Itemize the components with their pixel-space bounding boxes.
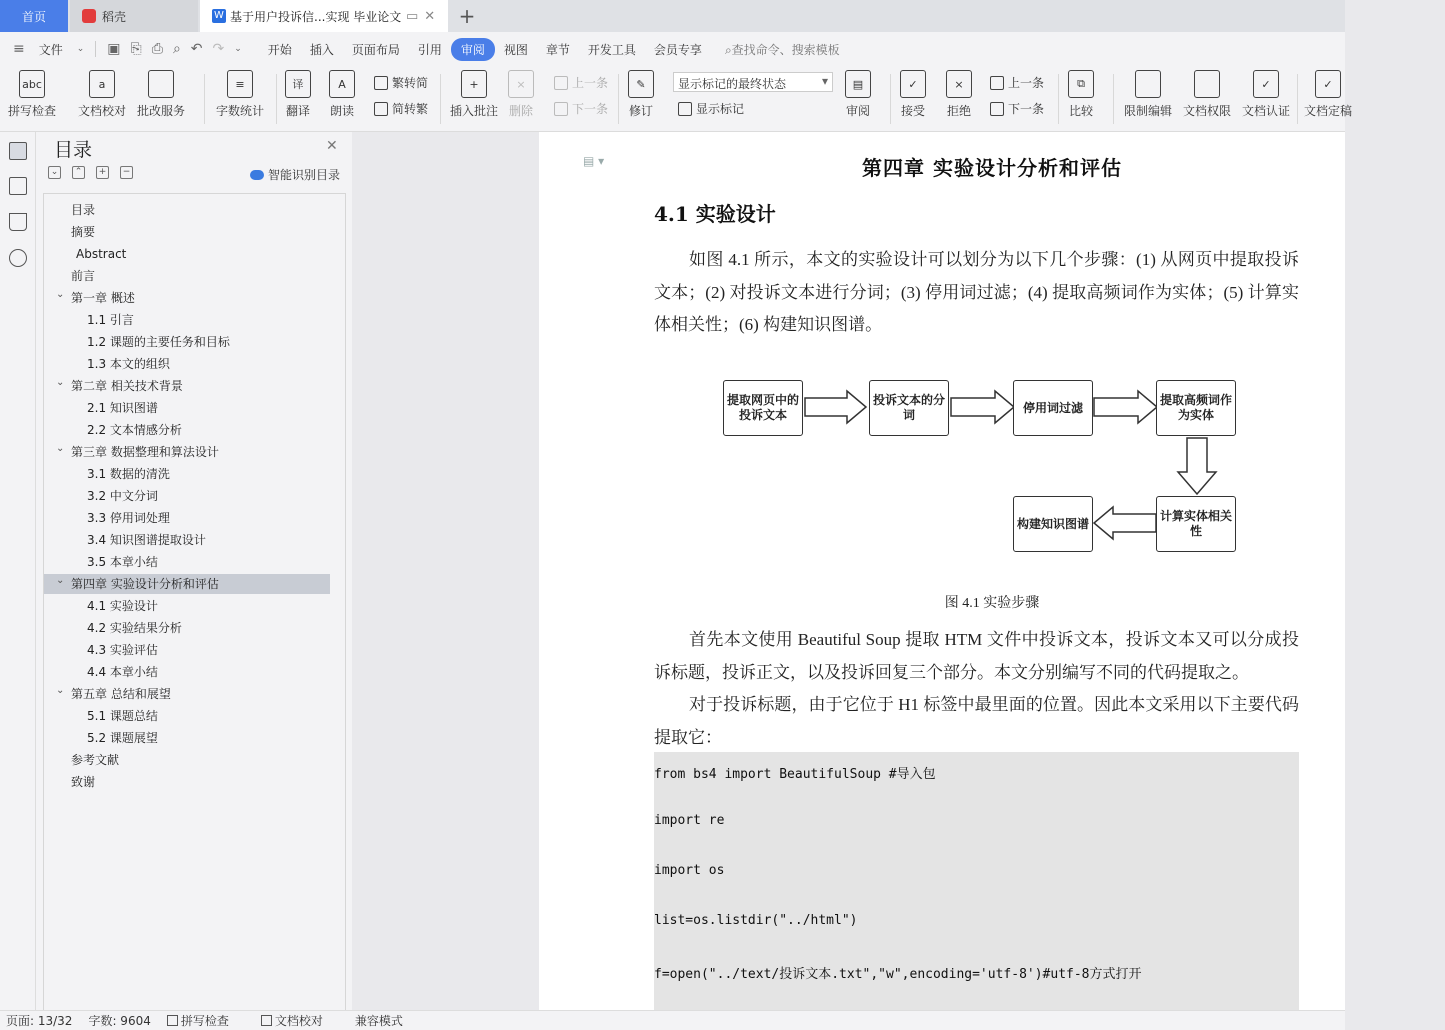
- toc-item[interactable]: [44, 772, 330, 792]
- remove-level-icon[interactable]: −: [120, 166, 133, 179]
- toc-item-label: 5.1 课题总结: [87, 709, 158, 723]
- toc-item-label: 参考文献: [71, 753, 120, 767]
- toc-panel-icon[interactable]: [9, 142, 27, 160]
- close-icon[interactable]: ✕: [424, 8, 436, 24]
- review-pane-label: 审阅: [845, 104, 870, 118]
- bookmark-icon[interactable]: [9, 213, 27, 231]
- new-tab-button[interactable]: +: [458, 4, 476, 28]
- lock-icon: [1135, 70, 1161, 98]
- next-icon: [554, 102, 568, 116]
- revise-icon: ✎: [628, 70, 654, 98]
- trad-to-simp-button[interactable]: [374, 74, 428, 91]
- toc-item[interactable]: [44, 354, 330, 374]
- smart-toc-icon: [250, 170, 264, 180]
- accept-icon: ✓: [900, 70, 926, 98]
- review-toolbar: [0, 66, 1353, 132]
- toc-controls: [48, 166, 144, 179]
- menu-view[interactable]: 视图: [503, 42, 528, 57]
- preview-icon[interactable]: ⌕: [172, 41, 181, 57]
- toc-item[interactable]: [44, 200, 330, 220]
- certify-icon: ✓: [1253, 70, 1279, 98]
- permission-icon: [1194, 70, 1220, 98]
- separator: [618, 74, 619, 124]
- search-icon: ⌕: [724, 42, 732, 57]
- menu-devtools[interactable]: 开发工具: [587, 42, 636, 57]
- trad-to-simp-label: 繁转简: [392, 76, 429, 90]
- simp-trad-icon: [374, 102, 388, 116]
- translate-button[interactable]: [285, 70, 311, 119]
- arrow-right: [805, 391, 866, 423]
- toc-item[interactable]: [44, 640, 330, 660]
- expand-all-icon[interactable]: ⌄: [48, 166, 61, 179]
- spellcheck-icon: abc: [19, 70, 45, 98]
- toc-panel: [36, 132, 352, 1010]
- menu-start[interactable]: 开始: [267, 42, 292, 57]
- doc-finalize-label: 文档定稿: [1304, 104, 1353, 118]
- translate-icon: 译: [285, 70, 311, 98]
- proof-status[interactable]: [261, 1012, 339, 1029]
- toc-item[interactable]: [44, 508, 330, 528]
- code-line: list=os.listdir("../html"): [654, 913, 858, 928]
- menu-reference[interactable]: 引用: [417, 42, 442, 57]
- toc-item[interactable]: [44, 288, 330, 308]
- compare-label: 比较: [1068, 104, 1093, 118]
- chevron-down-icon[interactable]: ⌄: [76, 44, 85, 54]
- toc-item-label: 5.2 课题展望: [87, 731, 158, 745]
- spellcheck-status-label: 拼写检查: [180, 1014, 229, 1028]
- markup-state-value: 显示标记的最终状态: [678, 77, 787, 91]
- document-page[interactable]: [539, 132, 1345, 1010]
- insert-comment-button[interactable]: [450, 70, 498, 119]
- figure-caption: 图 4.1 实验步骤: [944, 596, 1040, 611]
- restrict-edit-label: 限制编辑: [1124, 104, 1173, 118]
- toc-item-label: 4.4 本章小结: [87, 665, 158, 679]
- doc-permission-label: 文档权限: [1183, 104, 1232, 118]
- doc-permission-button[interactable]: [1183, 70, 1231, 119]
- collapse-all-icon[interactable]: ⌃: [72, 166, 85, 179]
- writer-logo-icon: W: [212, 9, 226, 23]
- toc-item-label: 第三章 数据整理和算法设计: [71, 445, 219, 459]
- toc-item[interactable]: [44, 706, 330, 726]
- simp-to-trad-label: 简转繁: [392, 102, 429, 116]
- separator: [440, 74, 441, 124]
- spellcheck-button[interactable]: [8, 70, 56, 119]
- batch-button[interactable]: [137, 70, 185, 119]
- toc-item-label: 致谢: [71, 775, 96, 789]
- step-box: 投诉文本的分词: [869, 380, 949, 436]
- tab-bar: [0, 0, 1345, 32]
- menu-bar: [0, 32, 1345, 66]
- tab-document[interactable]: [200, 0, 448, 32]
- toc-item[interactable]: [44, 244, 330, 264]
- prev-comment-button[interactable]: [554, 74, 608, 91]
- paragraph: 如图 4.1 所示，本文的实验设计可以划分为以下几个步骤：(1) 从网页中提取投诉文本；(2) 对投诉文本进行分词；(3) 停用词过滤；(4) 提取高频词作为实体；(5) 计算实体相关性；(6) 构建知识图谱。: [654, 250, 1299, 334]
- status-bar: [0, 1010, 1345, 1030]
- menu-layout[interactable]: 页面布局: [351, 42, 400, 57]
- toc-item-label: 3.3 停用词处理: [87, 511, 170, 525]
- toc-title: 目录: [54, 139, 93, 161]
- translate-label: 翻译: [285, 104, 310, 118]
- markup-state-select[interactable]: [673, 72, 833, 92]
- separator: [276, 74, 277, 124]
- toc-item-label: 2.1 知识图谱: [87, 401, 158, 415]
- close-icon[interactable]: ✕: [326, 138, 338, 154]
- delete-comment-button[interactable]: [508, 70, 534, 119]
- export-icon[interactable]: ⎘: [130, 41, 142, 57]
- chapter-heading: 第四章 实验设计分析和评估: [862, 156, 1122, 180]
- toc-item-label: 第一章 概述: [71, 291, 135, 305]
- reject-icon: ×: [946, 70, 972, 98]
- paragraph: 对于投诉标题，由于它位于 H1 标签中最里面的位置。因此本文采用以下主要代码提取它：: [654, 695, 1299, 747]
- next-comment-button[interactable]: [554, 100, 608, 117]
- comment-icon: +: [461, 70, 487, 98]
- undo-icon[interactable]: ↶: [190, 41, 203, 57]
- page-indicator[interactable]: 页面: 13/32: [6, 1014, 73, 1028]
- toc-item-label: 4.1 实验设计: [87, 599, 158, 613]
- spellcheck-status[interactable]: [167, 1012, 245, 1029]
- prev-change-icon: [990, 76, 1004, 90]
- review-pane-icon: ▤: [845, 70, 871, 98]
- batch-icon: [148, 70, 174, 98]
- arrow-down: [1178, 438, 1216, 494]
- tab-document-title: 基于用户投诉信...实现 毕业论文: [230, 9, 402, 24]
- code-block: [654, 752, 1299, 1012]
- separator: [1113, 74, 1114, 124]
- separator: [1058, 74, 1059, 124]
- section-heading: 4.1 实验设计: [654, 202, 776, 226]
- toc-item-label: 1.3 本文的组织: [87, 357, 170, 371]
- page-margin-area: [352, 132, 539, 1010]
- read-aloud-icon: A: [329, 70, 355, 98]
- toc-item-label: 第四章 实验设计分析和评估: [71, 577, 219, 591]
- smart-toc-button[interactable]: [250, 166, 340, 183]
- menu-file[interactable]: 文件: [38, 42, 63, 57]
- add-level-icon[interactable]: +: [96, 166, 109, 179]
- show-markup-label: 显示标记: [696, 102, 745, 116]
- daoke-logo-icon: [82, 9, 96, 23]
- prev-comment-label: 上一条: [572, 76, 609, 90]
- compare-icon: ⧉: [1068, 70, 1094, 98]
- toc-item[interactable]: [44, 222, 330, 242]
- chevron-down-icon[interactable]: ⌄: [56, 289, 65, 300]
- smart-toc-label: 智能识别目录: [268, 168, 341, 182]
- toc-item[interactable]: [44, 464, 330, 484]
- compare-button[interactable]: [1068, 70, 1094, 119]
- toc-item-label: 2.2 文本情感分析: [87, 423, 182, 437]
- tab-daoke-label: 稻壳: [102, 9, 127, 24]
- read-aloud-button[interactable]: [329, 70, 355, 119]
- chevron-down-icon[interactable]: ⌄: [56, 377, 65, 388]
- accept-label: 接受: [900, 104, 925, 118]
- prev-change-label: 上一条: [1008, 76, 1045, 90]
- toc-item[interactable]: [44, 376, 330, 396]
- print-icon[interactable]: ⎙: [151, 41, 163, 57]
- proof-status-label: 文档校对: [274, 1014, 323, 1028]
- toc-item-label: 4.3 实验评估: [87, 643, 158, 657]
- chevron-down-icon[interactable]: ⌄: [56, 685, 65, 696]
- spellcheck-label: 拼写检查: [8, 104, 57, 118]
- reject-button[interactable]: [946, 70, 972, 119]
- toc-item-label: 3.1 数据的清洗: [87, 467, 170, 481]
- separator: [204, 74, 205, 124]
- toc-item[interactable]: [44, 420, 330, 440]
- checkbox-icon: [261, 1015, 272, 1026]
- simp-to-trad-button[interactable]: [374, 100, 428, 117]
- toc-item[interactable]: [44, 398, 330, 418]
- toc-item[interactable]: [44, 684, 330, 704]
- flow-diagram: [719, 372, 1259, 562]
- menu-insert[interactable]: 插入: [309, 42, 334, 57]
- doccheck-button[interactable]: [78, 70, 126, 119]
- command-search[interactable]: [725, 41, 840, 58]
- toc-item[interactable]: [44, 618, 330, 638]
- arrow-right: [1094, 391, 1157, 423]
- step-box: 停用词过滤: [1013, 380, 1093, 436]
- page-options-icon[interactable]: ▤ ▾: [583, 154, 605, 168]
- toc-item-label: 3.4 知识图谱提取设计: [87, 533, 206, 547]
- toc-item[interactable]: [44, 486, 330, 506]
- nav-strip: [0, 132, 36, 1010]
- chevron-down-icon[interactable]: ⌄: [56, 443, 65, 454]
- toc-item[interactable]: [44, 266, 330, 286]
- toc-item-label: 前言: [71, 269, 96, 283]
- toc-item-label: 1.1 引言: [87, 313, 134, 327]
- toc-item[interactable]: [44, 332, 330, 352]
- search-icon[interactable]: [9, 249, 27, 267]
- menu-chapter[interactable]: 章节: [545, 42, 570, 57]
- arrow-left: [1094, 507, 1156, 539]
- toc-item[interactable]: [44, 574, 330, 594]
- compat-mode: 兼容模式: [354, 1014, 403, 1028]
- toc-item-label: 摘要: [71, 225, 96, 239]
- chevron-down-icon[interactable]: ⌄: [56, 575, 65, 586]
- revise-button[interactable]: [628, 70, 654, 119]
- code-line: from bs4 import BeautifulSoup #导入包: [654, 767, 936, 782]
- toc-item[interactable]: [44, 310, 330, 330]
- next-change-label: 下一条: [1008, 102, 1045, 116]
- tab-home-label: 首页: [21, 9, 46, 24]
- finalize-icon: ✓: [1315, 70, 1341, 98]
- code-line: import os: [654, 863, 725, 878]
- toc-item[interactable]: [44, 552, 330, 572]
- restrict-edit-button[interactable]: [1124, 70, 1172, 119]
- wordcount-icon: ≡: [227, 70, 253, 98]
- toc-item[interactable]: [44, 530, 330, 550]
- toc-item[interactable]: [44, 662, 330, 682]
- toc-item-label: 3.2 中文分词: [87, 489, 158, 503]
- reject-label: 拒绝: [946, 104, 971, 118]
- show-markup-button[interactable]: [678, 100, 744, 117]
- toc-item-label: 1.2 课题的主要任务和目标: [87, 335, 230, 349]
- insert-comment-label: 插入批注: [450, 104, 499, 118]
- toc-item-label: 第二章 相关技术背景: [71, 379, 183, 393]
- batch-label: 批改服务: [137, 104, 186, 118]
- toc-item[interactable]: [44, 728, 330, 748]
- next-comment-label: 下一条: [572, 102, 609, 116]
- paragraph: 首先本文使用 Beautiful Soup 提取 HTM 文件中投诉文本，投诉文本又可以分成投诉标题，投诉正文，以及投诉回复三个部分。本文分别编写不同的代码提取之。: [654, 630, 1299, 682]
- redo-icon[interactable]: ↷: [212, 41, 225, 57]
- doccheck-icon: a: [89, 70, 115, 98]
- save-icon[interactable]: ▣: [107, 41, 121, 57]
- show-markup-icon: [678, 102, 692, 116]
- menu-review[interactable]: 审阅: [451, 38, 495, 61]
- arrow-right: [951, 391, 1014, 423]
- wordcount-label: 字数统计: [216, 104, 265, 118]
- toc-item-label: 第五章 总结和展望: [71, 687, 171, 701]
- wordcount-button[interactable]: [216, 70, 264, 119]
- window-icon[interactable]: ▭: [406, 8, 419, 24]
- doc-certify-label: 文档认证: [1242, 104, 1291, 118]
- toc-item[interactable]: [44, 442, 330, 462]
- next-change-button[interactable]: [990, 100, 1044, 117]
- more-icon[interactable]: ⌄: [234, 44, 242, 54]
- checkbox-icon: [167, 1015, 178, 1026]
- hamburger-icon[interactable]: ≡: [13, 41, 25, 57]
- delete-comment-label: 删除: [508, 104, 533, 118]
- revise-label: 修订: [628, 104, 653, 118]
- command-search-placeholder: 查找命令、搜索模板: [731, 42, 840, 57]
- prev-icon: [554, 76, 568, 90]
- doc-finalize-button[interactable]: [1304, 70, 1352, 119]
- toc-item[interactable]: [44, 596, 330, 616]
- toc-item-label: 4.2 实验结果分析: [87, 621, 182, 635]
- step-box: 计算实体相关性: [1156, 496, 1236, 552]
- doccheck-label: 文档校对: [78, 104, 127, 118]
- trad-simp-icon: [374, 76, 388, 90]
- separator: [890, 74, 891, 124]
- next-change-icon: [990, 102, 1004, 116]
- review-pane-button[interactable]: [845, 70, 871, 119]
- read-aloud-label: 朗读: [329, 104, 354, 118]
- doc-certify-button[interactable]: [1242, 70, 1290, 119]
- word-count[interactable]: 字数: 9604: [88, 1014, 151, 1028]
- step-box: 提取网页中的投诉文本: [723, 380, 803, 436]
- step-box: 提取高频词作为实体: [1156, 380, 1236, 436]
- separator: [95, 41, 96, 57]
- menu-member[interactable]: 会员专享: [653, 42, 702, 57]
- toc-item[interactable]: [44, 750, 330, 770]
- toc-item-label: Abstract: [76, 247, 127, 261]
- toc-item-label: 目录: [71, 203, 96, 217]
- code-line: import re: [654, 813, 725, 828]
- tab-daoke[interactable]: [70, 0, 198, 32]
- toc-list: [43, 193, 346, 1011]
- tab-home[interactable]: [0, 0, 68, 32]
- separator: [1297, 74, 1298, 124]
- accept-button[interactable]: [900, 70, 926, 119]
- delete-comment-icon: ×: [508, 70, 534, 98]
- toc-item-label: 3.5 本章小结: [87, 555, 158, 569]
- code-line: f=open("../text/投诉文本.txt","w",encoding='utf-8')#utf-8方式打开: [654, 967, 1142, 982]
- prev-change-button[interactable]: [990, 74, 1044, 91]
- step-box: 构建知识图谱: [1013, 496, 1093, 552]
- chapter-nav-icon[interactable]: [9, 177, 27, 195]
